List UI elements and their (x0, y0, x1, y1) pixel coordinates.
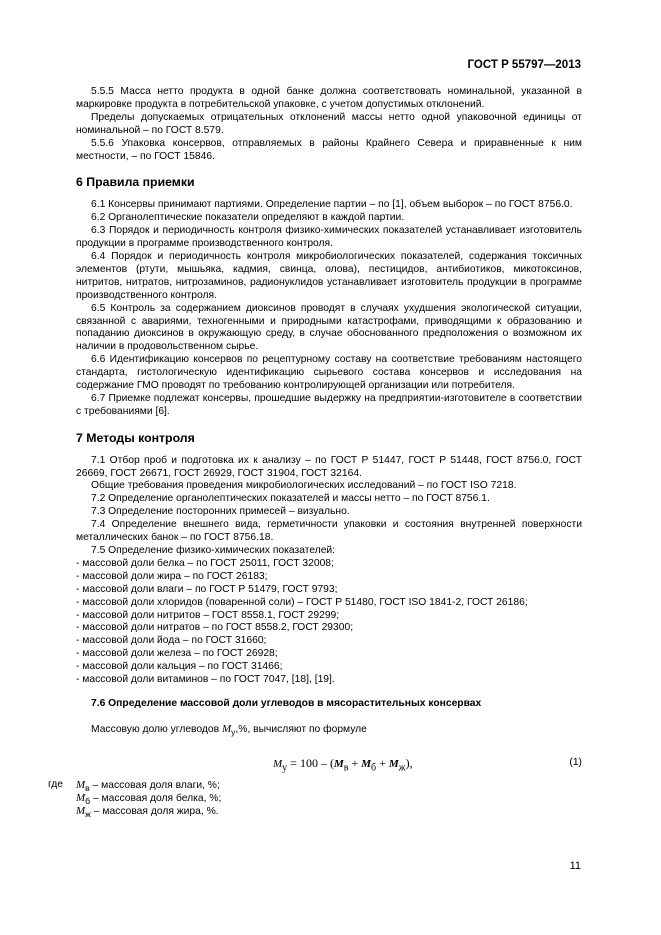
variable: M (76, 791, 86, 804)
list-item: - массовой доли витаминов – по ГОСТ 7047, [18], [19]. (76, 674, 335, 686)
variable-subscript: у (231, 726, 236, 737)
where-word: где (48, 778, 64, 790)
variable-subscript: в (85, 782, 90, 793)
legend-description: – массовая доля влаги, %; (89, 779, 220, 791)
paragraph: 5.5.6 Упаковка консервов, отправляемых в районы Крайнего Севера и приравненные к ним местности, – по ГОСТ 15846. (76, 137, 582, 162)
list-item: - массовой доли кальция – по ГОСТ 31466; (76, 661, 283, 673)
formula-intro-text: ,%, вычисляют по формуле (235, 723, 367, 735)
variable-subscript: у (282, 762, 288, 774)
variable: M (76, 778, 86, 791)
section-7-title: 7 Методы контроля (76, 430, 195, 445)
variable-subscript: б (85, 795, 91, 806)
page-number: 11 (569, 860, 581, 872)
paragraph: 7.4 Определение внешнего вида, герметичности упаковки и состояния внутренней поверхности металлических банок – по ГОСТ 8756.18. (76, 519, 582, 544)
formula-expression (273, 757, 413, 775)
paragraph: Пределы допускаемых отрицательных отклонений массы нетто одной упаковочной единицы от номинальной – по ГОСТ 8.579. (76, 111, 582, 136)
paragraph: 6.2 Органолептические показатели определяют в каждой партии. (91, 212, 405, 224)
method-list (76, 558, 582, 687)
formula-operator: = 100 – ( (287, 755, 334, 770)
section-6-title: 6 Правила приемки (76, 175, 195, 190)
paragraph: 6.3 Порядок и периодичность контроля физико-химических показателей устанавливает изготовитель продукции в программе производственного контроля. (76, 225, 582, 250)
variable: M (76, 804, 86, 817)
document-code: ГОСТ Р 55797—2013 (467, 59, 581, 71)
formula-operator: + (348, 755, 362, 770)
paragraph: Общие требования проведения микробиологических исследований – по ГОСТ ISO 7218. (91, 480, 517, 492)
list-item: - массовой доли хлоридов (поваренной соли) – ГОСТ Р 51480, ГОСТ ISO 1841-2, ГОСТ 26186; (76, 596, 528, 608)
list-item: - массовой доли белка – по ГОСТ 25011, ГОСТ 32008; (76, 557, 334, 569)
paragraph: 6.6 Идентификацию консервов по рецептурному составу на соответствие требованиям настоящего стандарта, гистологическую идентификацию сырьевого состава консервов и исследования на содержание ГМО проводят по требованию контролирующей организации или потребителя. (76, 354, 582, 392)
variable-subscript: в (343, 762, 349, 774)
legend-text (76, 805, 219, 821)
list-item: - массовой доли нитратов – по ГОСТ 8558.2, ГОСТ 29300; (76, 622, 354, 634)
list-item: - массовой доли железа – по ГОСТ 26928; (76, 648, 278, 660)
paragraph: 6.1 Консервы принимают партиями. Определение партии – по [1], объем выборок – по ГОСТ 8756.0. (91, 199, 573, 211)
formula (76, 749, 582, 779)
paragraph: 6.7 Приемке подлежат консервы, прошедшие выдержку на предприятии-изготовителе в соответствии с требованиями [6]. (76, 392, 582, 417)
formula-operator: ), (405, 755, 413, 770)
formula-intro (76, 723, 582, 739)
variable: M (273, 757, 283, 770)
paragraph: 7.2 Определение органолептических показателей и массы нетто – по ГОСТ 8756.1. (91, 493, 490, 505)
legend-row (76, 805, 582, 818)
variable-subscript: б (371, 762, 377, 774)
variable-subscript: ж (398, 762, 406, 774)
formula-legend (48, 778, 582, 819)
variable: M (361, 757, 372, 770)
list-item: - массовой доли нитритов – ГОСТ 8558.1, ГОСТ 29299; (76, 609, 340, 621)
paragraph: 7.5 Определение физико-химических показателей: (91, 545, 336, 556)
subsection-7-6-title: 7.6 Определение массовой доли углеводов в мясорастительных консервах (91, 697, 482, 709)
formula-operator: + (376, 755, 389, 770)
paragraph: 5.5.5 Масса нетто продукта в одной банке должна соответствовать номинальной, указанной в маркировке продукта в потребительской упаковке, с учетом допустимых отклонений. (76, 86, 582, 110)
legend-row (76, 792, 582, 805)
variable: M (333, 757, 344, 770)
variable: M (221, 722, 232, 735)
variable-subscript: ж (85, 808, 91, 819)
list-item: - массовой доли влаги – по ГОСТ Р 51479, ГОСТ 9793; (76, 583, 338, 595)
formula-intro-text: Массовую долю углеводов (91, 723, 222, 735)
page-content (48, 86, 582, 819)
list-item: - массовой доли йода – по ГОСТ 31660; (76, 635, 267, 647)
legend-description: – массовая доля жира, %. (90, 805, 219, 817)
paragraph: 7.3 Определение посторонних примесей – визуально. (91, 506, 350, 518)
paragraph: 7.1 Отбор проб и подготовка их к анализу – по ГОСТ Р 51447, ГОСТ Р 51448, ГОСТ 8756.0, ГОСТ 26669, ГОСТ 26671, ГОСТ 26929, ГОСТ 31904, ГОСТ 32164. (76, 454, 582, 479)
list-item: - массовой доли жира – по ГОСТ 26183; (76, 570, 268, 582)
legend-row (48, 778, 582, 793)
paragraph: 6.4 Порядок и периодичность контроля микробиологических показателей, содержания токсичных элементов (ртути, мышьяка, кадмия, свинца, олова), пестицидов, антибиотиков, микотоксинов, нитритов, нитратов, нитрозаминов, радионуклидов устанавливает изготовитель продукции в программе производственного контроля. (76, 250, 582, 301)
paragraph: 6.5 Контроль за содержанием диоксинов проводят в случаях ухудшения экологической ситуации, связанной с авариями, техногенными и природными катастрофами, приводящими к образованию и попаданию диоксинов в окружающую среду, в случае обоснованного предположения о возможном их наличии в продовольственном сырье. (76, 302, 582, 353)
legend-description: – массовая доля белка, %; (90, 792, 222, 804)
variable: M (388, 757, 399, 770)
formula-number: (1) (569, 756, 582, 768)
